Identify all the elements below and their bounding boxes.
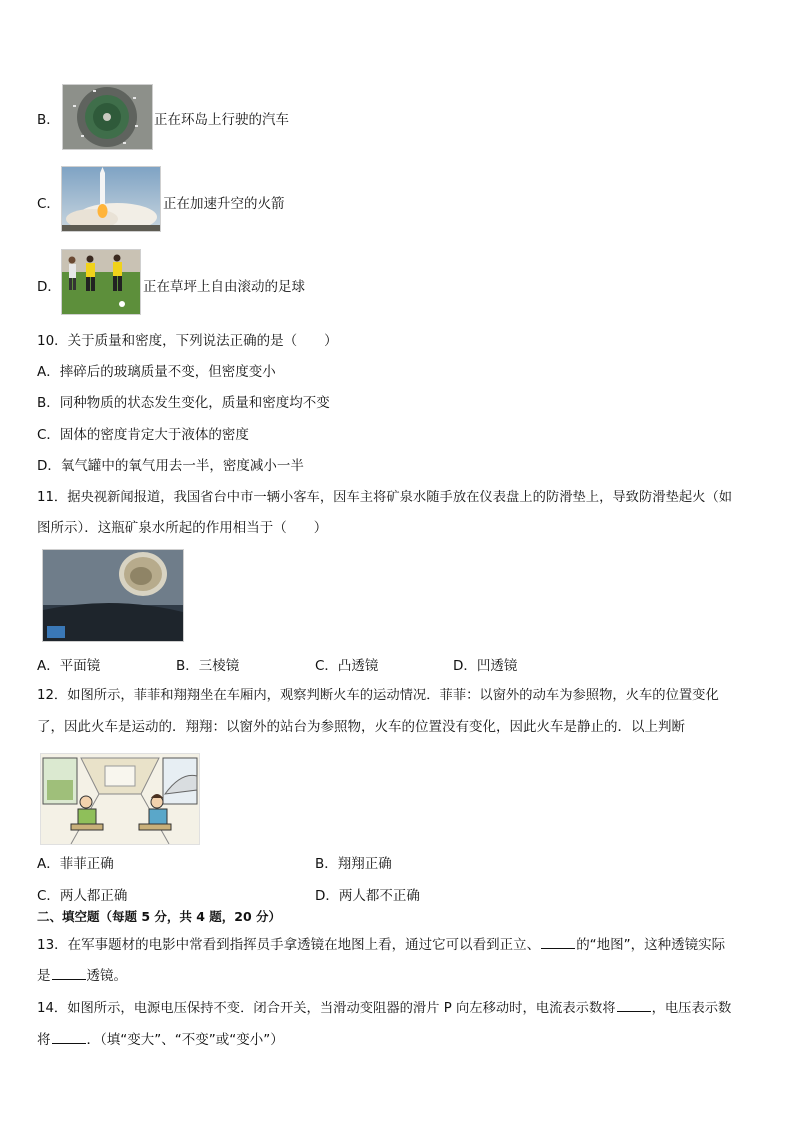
train-carriage-illustration xyxy=(40,753,200,845)
q9-option-b-letter: B． xyxy=(37,112,60,128)
q11-option-b: B．三棱镜 xyxy=(176,658,240,674)
q13-line2-text-a: 是 xyxy=(37,968,51,984)
q9-option-c-text: 正在加速升空的火箭 xyxy=(163,196,285,212)
q14-line1-text-a: 14．如图所示，电源电压保持不变．闭合开关，当滑动变阻器的滑片 P 向左移动时，电流表示数将 xyxy=(37,1001,616,1016)
rocket-launch-photo xyxy=(61,166,161,232)
q13-line2 xyxy=(37,965,127,986)
q11-option-d: D．凹透镜 xyxy=(453,658,518,674)
q14-line1 xyxy=(37,997,731,1019)
q14-line1-text-b: ，电压表示数 xyxy=(651,1001,732,1016)
q11-stem-line2: 图所示）．这瓶矿泉水所起的作用相当于（ ） xyxy=(37,520,328,536)
q11-option-c: C．凸透镜 xyxy=(315,658,379,674)
q12-stem-line1: 12．如图所示，菲菲和翔翔坐在车厢内，观察判断火车的运动情况．菲菲：以窗外的动车为参照物，火车的位置变化 xyxy=(37,688,719,703)
q12-option-a: A．菲菲正确 xyxy=(37,856,114,872)
section-2-title: 二、填空题（每题 5 分，共 4 题，20 分） xyxy=(37,909,282,924)
q14-line2 xyxy=(37,1029,284,1050)
q10-option-b: B．同种物质的状态发生变化，质量和密度均不变 xyxy=(37,395,330,411)
q12-stem-line2: 了，因此火车是运动的．翔翔：以窗外的站台为参照物，火车的位置没有变化，因此火车是静止的．以上判断 xyxy=(37,719,685,735)
q9-option-d-letter: D． xyxy=(37,279,61,295)
q14-line2-text-a: 将 xyxy=(37,1032,51,1048)
q13-line1-text-a: 13．在军事题材的电影中常看到指挥员手拿透镜在地图上看，通过它可以看到正立、 xyxy=(37,937,541,953)
q13-line1 xyxy=(37,934,725,955)
q13-blank-1[interactable] xyxy=(541,934,575,949)
q13-blank-2[interactable] xyxy=(52,965,86,980)
q11-stem-line1: 11．据央视新闻报道，我国省台中市一辆小客车，因车主将矿泉水随手放在仪表盘上的防滑垫上，导致防滑垫起火（如 xyxy=(37,490,733,505)
q10-option-c: C．固体的密度肯定大于液体的密度 xyxy=(37,427,249,443)
q10-option-a: A．摔碎后的玻璃质量不变，但密度变小 xyxy=(37,364,276,380)
q14-line2-text-b: ．（填“变大”、“不变”或“变小”） xyxy=(86,1032,284,1048)
q9-option-b-text: 正在环岛上行驶的汽车 xyxy=(154,112,289,128)
q12-option-d: D．两人都不正确 xyxy=(315,888,420,904)
burnt-dashboard-photo xyxy=(42,549,184,642)
q10-stem: 10．关于质量和密度，下列说法正确的是（ ） xyxy=(37,333,338,349)
q9-option-d-text: 正在草坪上自由滚动的足球 xyxy=(143,279,305,295)
q13-line2-text-b: 透镜。 xyxy=(86,968,127,984)
q11-option-a: A．平面镜 xyxy=(37,658,101,674)
q14-blank-2[interactable] xyxy=(52,1029,86,1044)
q9-option-c-letter: C． xyxy=(37,196,60,212)
q12-option-b: B．翔翔正确 xyxy=(315,856,392,872)
soccer-players-photo xyxy=(61,249,141,315)
q13-line1-text-b: 的“地图”，这种透镜实际 xyxy=(576,937,726,953)
q12-option-c: C．两人都正确 xyxy=(37,888,128,904)
q14-blank-1[interactable] xyxy=(617,997,651,1012)
roundabout-photo xyxy=(62,84,153,150)
q10-option-d: D．氧气罐中的氧气用去一半，密度减小一半 xyxy=(37,458,304,474)
